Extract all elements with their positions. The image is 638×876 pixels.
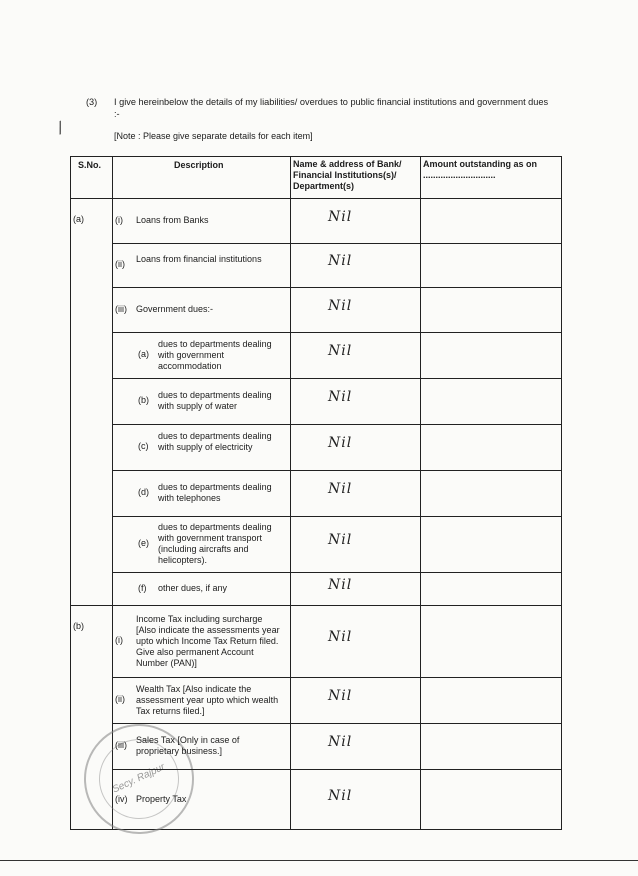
handwritten-entry: Nil bbox=[328, 343, 353, 359]
row-serial-number: (b) bbox=[73, 621, 84, 631]
row-serial-number: (a) bbox=[73, 214, 84, 224]
row-sub-index: (f) bbox=[138, 582, 147, 593]
row-sub-index: (a) bbox=[138, 349, 149, 359]
row-description: dues to departments dealing with supply of water bbox=[158, 390, 272, 411]
handwritten-entry: Nil bbox=[328, 688, 353, 704]
row-index: (ii) bbox=[115, 694, 125, 704]
row-index: (iv) bbox=[115, 793, 128, 804]
row-sub-index: (e) bbox=[138, 538, 149, 548]
row-description: Loans from financial institutions bbox=[136, 254, 262, 264]
liabilities-table bbox=[70, 156, 562, 830]
handwritten-entry: Nil bbox=[328, 389, 353, 405]
row-description: Income Tax including surcharge [Also indicate the assessments year upto which Income Tax Return filed. Give also permanent Account Number (PAN)] bbox=[136, 613, 280, 668]
header-name-address: Name & address of Bank/ Financial Institutions(s)/ Department(s) bbox=[293, 159, 402, 191]
section-number: (3) bbox=[86, 97, 98, 107]
row-description: Wealth Tax [Also indicate the assessment year upto which wealth Tax returns filed.] bbox=[136, 683, 279, 716]
header-amount: Amount outstanding as on ............................. bbox=[423, 159, 537, 180]
handwritten-entry: Nil bbox=[328, 787, 353, 804]
official-seal: Secy. Rajpur bbox=[66, 706, 212, 852]
row-index: (i) bbox=[115, 635, 123, 645]
handwritten-entry: Nil bbox=[328, 481, 353, 497]
handwritten-entry: Nil bbox=[328, 576, 353, 593]
handwritten-entry: Nil bbox=[328, 629, 353, 645]
row-description: Loans from Banks bbox=[136, 215, 209, 225]
handwritten-entry: Nil bbox=[328, 297, 353, 314]
handwritten-entry: Nil bbox=[328, 532, 353, 548]
note-text: [Note : Please give separate details for each item] bbox=[114, 131, 313, 141]
row-sub-index: (b) bbox=[138, 395, 149, 405]
header-description: Description bbox=[174, 160, 224, 170]
row-index: (ii) bbox=[115, 259, 125, 269]
row-description: dues to departments dealing with government accommodation bbox=[158, 338, 272, 371]
intro-text: I give hereinbelow the details of my liabilities/ overdues to public financial institutions and government dues :- bbox=[114, 97, 549, 119]
row-sub-index: (c) bbox=[138, 441, 149, 451]
row-description: other dues, if any bbox=[158, 583, 228, 593]
row-sub-index: (d) bbox=[138, 487, 149, 497]
handwritten-entry: Nil bbox=[328, 208, 353, 225]
handwritten-entry: Nil bbox=[328, 734, 353, 750]
row-index: (iii) bbox=[115, 303, 127, 314]
handwritten-entry: Nil bbox=[328, 435, 353, 451]
header-sno: S.No. bbox=[78, 160, 102, 170]
row-description: Government dues:- bbox=[136, 304, 214, 314]
row-index: (i) bbox=[115, 214, 123, 225]
handwritten-entry: Nil bbox=[328, 253, 353, 269]
row-description: Property Tax bbox=[136, 794, 187, 804]
row-description: dues to departments dealing with telephones bbox=[158, 482, 272, 503]
row-description: dues to departments dealing with supply of electricity bbox=[158, 430, 272, 452]
page-bottom-rule bbox=[0, 860, 638, 861]
row-description: Sales Tax [Only in case of proprietary business.] bbox=[136, 735, 240, 756]
row-description: dues to departments dealing with government transport (including aircrafts and helicopters). bbox=[158, 522, 272, 565]
row-index: (iii) bbox=[115, 740, 127, 750]
pen-mark: / bbox=[55, 117, 66, 139]
